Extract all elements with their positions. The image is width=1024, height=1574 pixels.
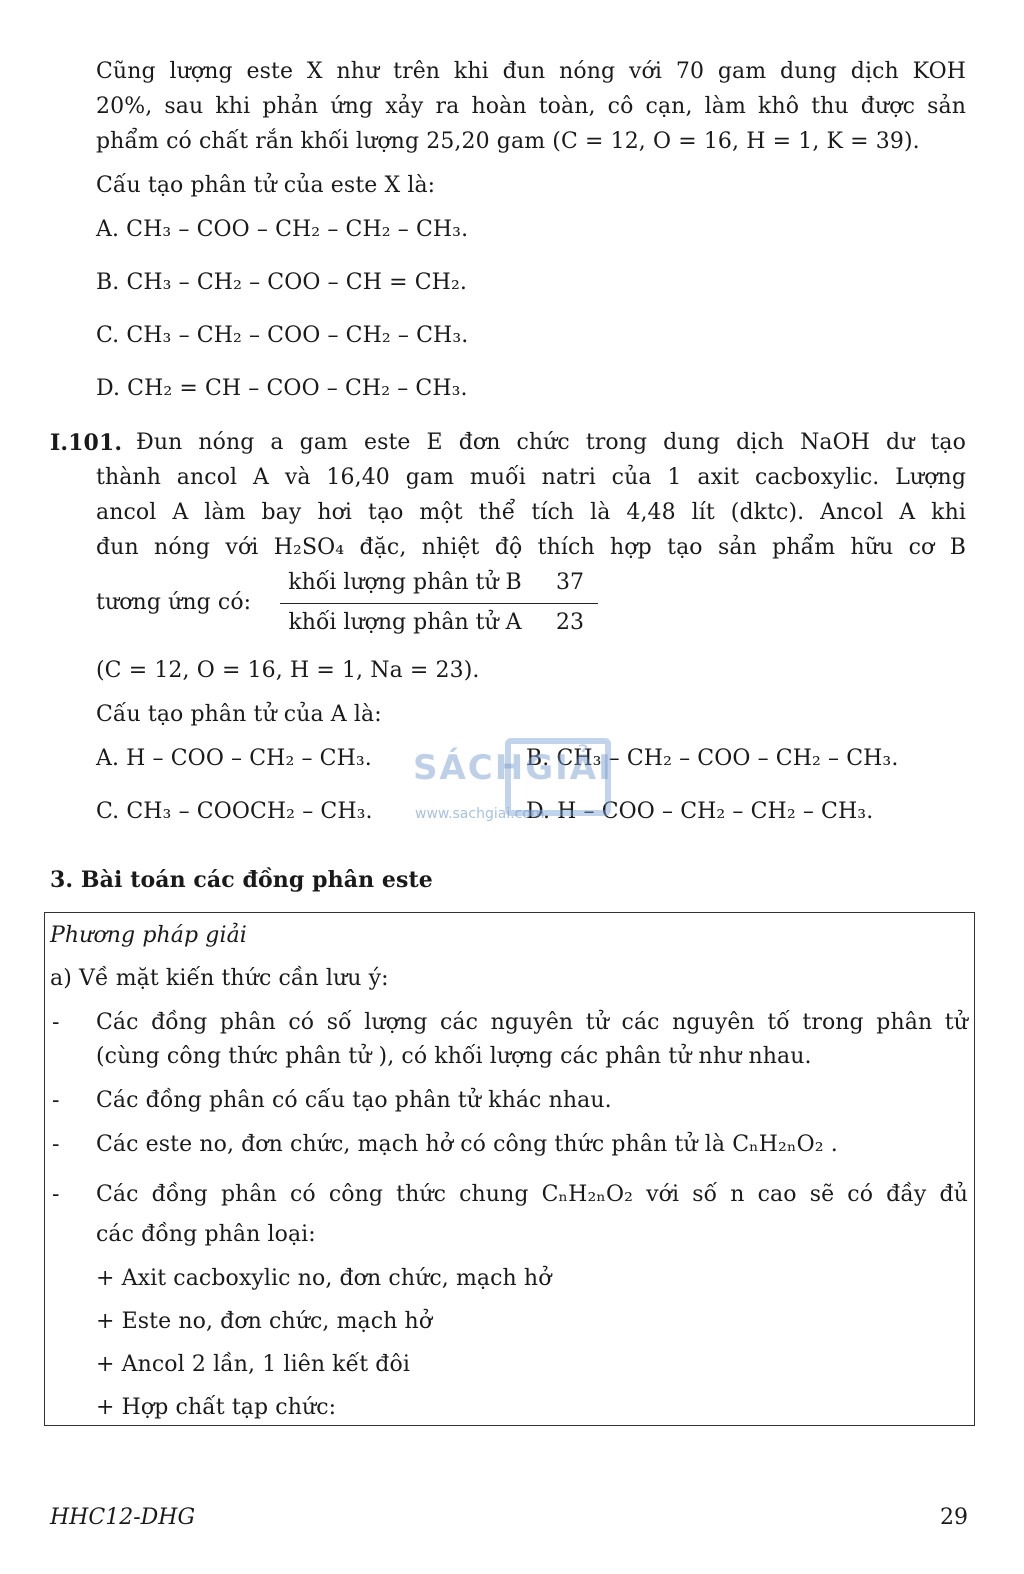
- bullet-dash: -: [52, 1088, 60, 1113]
- option-b: B. CH₃ – CH₂ – COO – CH = CH₂.: [96, 270, 467, 295]
- ratio-value-top: 37: [556, 570, 584, 595]
- problem-number: I.101.: [50, 430, 123, 456]
- ratio-numerator: khối lượng phân tử B: [288, 570, 522, 595]
- bullet-2: Các đồng phân có cấu tạo phân tử khác nhau.: [96, 1088, 612, 1113]
- bullet-1-line-2: (cùng công thức phân tử ), có khối lượng các phân tử như nhau.: [96, 1044, 812, 1069]
- problem-line-4: đun nóng với H₂SO₄ đặc, nhiệt độ thích hợp tạo sản phẩm hữu cơ B: [96, 535, 966, 560]
- answer-a: A. H – COO – CH₂ – CH₃.: [96, 746, 372, 771]
- bullet-3: Các este no, đơn chức, mạch hở có công thức phân tử là CₙH₂ₙO₂ .: [96, 1132, 838, 1157]
- problem-line-3: ancol A làm bay hơi tạo một thể tích là 4,48 lít (dktc). Ancol A khi: [96, 500, 966, 525]
- ratio-value-bottom: 23: [556, 610, 584, 635]
- sub-item-alcohol: + Ancol 2 lần, 1 liên kết đôi: [96, 1352, 410, 1377]
- section-heading: 3. Bài toán các đồng phân este: [50, 867, 433, 893]
- paragraph-line-3: phẩm có chất rắn khối lượng 25,20 gam (C = 12, O = 16, H = 1, K = 39).: [96, 129, 920, 154]
- sub-item-acid: + Axit cacboxylic no, đơn chức, mạch hở: [96, 1266, 552, 1291]
- page-number: 29: [940, 1505, 968, 1530]
- footer-book-code: HHC12-DHG: [50, 1505, 196, 1530]
- paragraph-line-1: Cũng lượng este X như trên khi đun nóng với 70 gam dung dịch KOH: [96, 59, 966, 84]
- watermark-text: SÁCHGIẢI: [413, 748, 613, 788]
- paragraph-line-2: 20%, sau khi phản ứng xảy ra hoàn toàn, cô cạn, làm khô thu được sản: [96, 94, 966, 119]
- question-prompt: Cấu tạo phân tử của este X là:: [96, 173, 436, 198]
- ratio-denominator: khối lượng phân tử A: [288, 610, 522, 635]
- fraction-bar: [280, 603, 598, 604]
- answer-b: B. CH₃ – CH₂ – COO – CH₂ – CH₃.: [526, 746, 899, 771]
- option-d: D. CH₂ = CH – COO – CH₂ – CH₃.: [96, 376, 468, 401]
- sub-item-ester: + Este no, đơn chức, mạch hở: [96, 1309, 433, 1334]
- watermark-url: www.sachgiai.com: [415, 806, 545, 822]
- bullet-4-line-2: các đồng phân loại:: [96, 1222, 316, 1247]
- atomic-masses: (C = 12, O = 16, H = 1, Na = 23).: [96, 658, 480, 683]
- problem-line-1: Đun nóng a gam este E đơn chức trong dung dịch NaOH dư tạo: [136, 430, 966, 455]
- option-a: A. CH₃ – COO – CH₂ – CH₂ – CH₃.: [96, 217, 469, 242]
- problem-prompt: Cấu tạo phân tử của A là:: [96, 702, 382, 727]
- sub-item-multifunctional: + Hợp chất tạp chức:: [96, 1395, 337, 1420]
- bullet-1-line-1: Các đồng phân có số lượng các nguyên tử các nguyên tố trong phân tử: [96, 1010, 968, 1035]
- answer-d: D. H – COO – CH₂ – CH₂ – CH₃.: [526, 799, 874, 824]
- method-title: Phương pháp giải: [50, 923, 247, 948]
- ratio-prefix: tương ứng có:: [96, 590, 252, 615]
- answer-c: C. CH₃ – COOCH₂ – CH₃.: [96, 799, 373, 824]
- bullet-dash: -: [52, 1182, 60, 1207]
- method-subheading: a) Về mặt kiến thức cần lưu ý:: [50, 966, 389, 991]
- bullet-dash: -: [52, 1010, 60, 1035]
- bullet-4-line-1: Các đồng phân có công thức chung CₙH₂ₙO₂ với số n cao sẽ có đầy đủ: [96, 1182, 968, 1207]
- option-c: C. CH₃ – CH₂ – COO – CH₂ – CH₃.: [96, 323, 469, 348]
- problem-line-2: thành ancol A và 16,40 gam muối natri của 1 axit cacboxylic. Lượng: [96, 465, 966, 490]
- bullet-dash: -: [52, 1132, 60, 1157]
